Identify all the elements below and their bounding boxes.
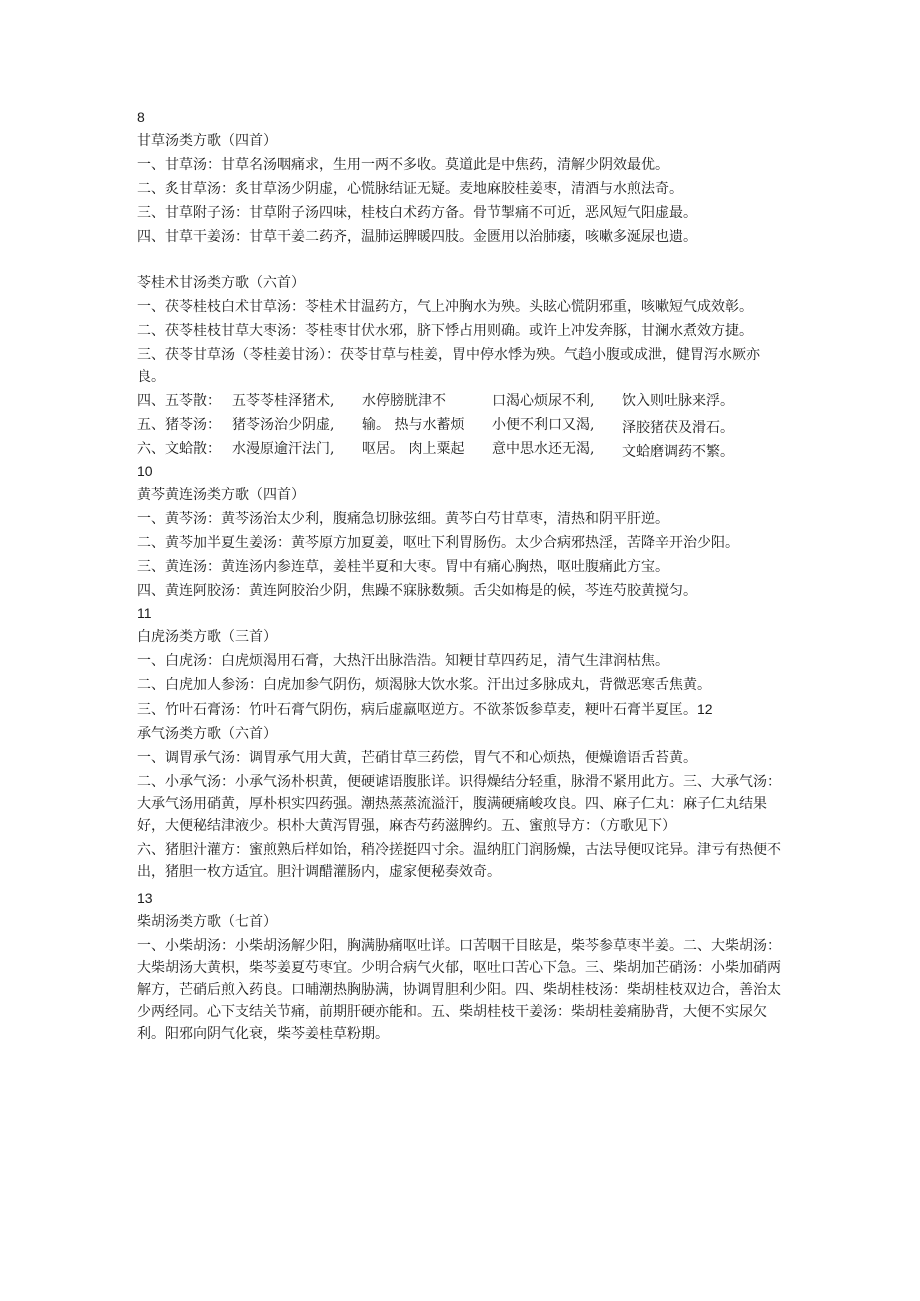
verse-paragraph: 六、猪胆汁灌方：蜜煎熟后样如饴，稍冷搓挺四寸余。温纳肛门润肠燥，古法导便叹诧异。津亏有热便不出，猪胆一枚方适宜。胆汁调醋灌肠内，虚家便秘奏效奇。 bbox=[137, 842, 781, 880]
table-cell: 水停膀胱津不 bbox=[362, 393, 446, 409]
verse-line: 二、白虎加人参汤：白虎加参气阴伤，烦渴脉大饮水浆。汗出过多脉成丸，背微恶寒舌焦黄。 bbox=[137, 677, 711, 693]
table-cell: 输。 热与水蓄烦 bbox=[362, 417, 465, 433]
table-cell: 意中思水还无渴, bbox=[492, 441, 595, 457]
verse-line: 二、炙甘草汤：炙甘草汤少阴虚，心慌脉结证无疑。麦地麻胶桂姜枣，清酒与水煎法奇。 bbox=[137, 181, 683, 197]
section-number-8: 8 bbox=[137, 109, 145, 125]
table-cell: 饮入则吐脉来浮。 bbox=[622, 393, 734, 409]
table-cell: 泽胶猪茯及滑石。 bbox=[622, 420, 734, 436]
verse-line: 二、黄芩加半夏生姜汤：黄芩原方加夏姜，呕吐下利胃肠伤。太少合病邪热淫，苦降辛开治少阳。 bbox=[137, 535, 739, 551]
section-title-gancao: 甘草汤类方歌（四首） bbox=[137, 133, 277, 149]
verse-text: 三、竹叶石膏汤：竹叶石膏气阴伤，病后虚羸呕逆方。不欲茶饭参草麦，粳叶石膏半夏匡。 bbox=[137, 702, 697, 718]
table-cell: 小便不利口又渴, bbox=[492, 417, 595, 433]
table-cell: 六、文蛤散： bbox=[137, 441, 221, 457]
table-cell: 五苓苓桂泽猪术, bbox=[232, 393, 335, 409]
table-cell: 呕居。 肉上粟起 bbox=[362, 441, 465, 457]
table-cell: 四、五苓散： bbox=[137, 393, 221, 409]
verse-line: 一、茯苓桂枝白术甘草汤：苓桂术甘温药方，气上冲胸水为殃。头眩心慌阴邪重，咳嗽短气成效彰。 bbox=[137, 299, 753, 315]
table-row bbox=[137, 390, 787, 412]
section-title-baihu: 白虎汤类方歌（三首） bbox=[137, 629, 277, 645]
section-number-13: 13 bbox=[137, 890, 153, 906]
table-row bbox=[137, 414, 787, 436]
section-number-10: 10 bbox=[137, 463, 153, 479]
blank-line bbox=[137, 248, 787, 270]
table-cell: 水漫原逾汗法门, bbox=[232, 441, 335, 457]
verse-line: 二、茯苓桂枝甘草大枣汤：苓桂枣甘伏水邪，脐下悸占用则确。或许上冲发奔豚，甘澜水煮效方捷。 bbox=[137, 323, 753, 339]
section-title-lingguizhugan: 苓桂术甘汤类方歌（六首） bbox=[137, 275, 305, 291]
table-cell: 口渴心烦尿不利, bbox=[492, 393, 595, 409]
section-title-chengqi: 承气汤类方歌（六首） bbox=[137, 726, 277, 742]
verse-line: 三、黄连汤：黄连汤内参连草，姜桂半夏和大枣。胃中有痛心胸热，呕吐腹痛此方宝。 bbox=[137, 559, 669, 575]
verse-paragraph: 二、小承气汤：小承气汤朴枳黄，便硬谑语腹胀详。识得燥结分轻重，脉滑不紧用此方。三、大承气汤：大承气汤用硝黄，厚朴枳实四药强。潮热蒸蒸流溢汗，腹满硬痛峻攻良。四、麻子仁丸：麻子仁丸结果好，大便秘结津液少。枳朴大黄泻胃强，麻杏芍药滋脾约。五、蜜煎导方：（方歌见下） bbox=[137, 774, 781, 834]
verse-line: 一、白虎汤：白虎烦渴用石膏，大热汗出脉浩浩。知粳甘草四药足，清气生津润枯焦。 bbox=[137, 653, 669, 669]
verse-line: 一、调胃承气汤：调胃承气用大黄，芒硝甘草三药偿，胃气不和心烦热，便燥谵语舌苔黄。 bbox=[137, 750, 697, 766]
section-title-huangqin: 黄芩黄连汤类方歌（四首） bbox=[137, 487, 305, 503]
section-number-12: 12 bbox=[697, 701, 713, 717]
table-cell: 文蛤磨调药不繁。 bbox=[622, 444, 734, 460]
verse-line: 三、甘草附子汤：甘草附子汤四味，桂枝白术药方备。骨节掣痛不可近，恶风短气阳虚最。 bbox=[137, 205, 697, 221]
verse-line: 一、黄芩汤：黄芩汤治太少利，腹痛急切脉弦细。黄芩白芍甘草枣，清热和阴平肝逆。 bbox=[137, 511, 669, 527]
verse-line: 三、茯苓甘草汤（苓桂姜甘汤）：茯苓甘草与桂姜，胃中停水悸为殃。气趋小腹或成泄，健胃泻水厥亦良。 bbox=[137, 347, 760, 385]
table-cell: 猪苓汤治少阴虚, bbox=[232, 417, 335, 433]
section-title-chaihu: 柴胡汤类方歌（七首） bbox=[137, 914, 277, 930]
verse-line: 四、黄连阿胶汤：黄连阿胶治少阴，焦躁不寐脉数频。舌尖如梅是的候，芩连芍胶黄搅匀。 bbox=[137, 583, 697, 599]
section-number-11: 11 bbox=[137, 605, 152, 621]
table-cell: 五、猪苓汤： bbox=[137, 417, 221, 433]
verse-line bbox=[137, 698, 787, 721]
verse-line: 一、甘草汤：甘草名汤咽痛求，生用一两不多收。莫道此是中焦药，清解少阴效最优。 bbox=[137, 157, 669, 173]
verse-line: 四、甘草干姜汤：甘草干姜二药齐，温肺运脾暖四肢。金匮用以治肺痿，咳嗽多涎尿也遗。 bbox=[137, 229, 697, 245]
document-page bbox=[137, 106, 787, 1045]
table-row bbox=[137, 438, 787, 460]
verse-paragraph: 一、小柴胡汤：小柴胡汤解少阳，胸满胁痛呕吐详。口苦咽干目眩是，柴芩参草枣半姜。二、大柴胡汤：大柴胡汤大黄枳，柴芩姜夏芍枣宜。少明合病气火郁，呕吐口苦心下急。三、柴胡加芒硝汤：小柴加硝两解方，芒硝后煎入药良。口晡潮热胸胁满，协调胃胆利少阳。四、柴胡桂枝汤：柴胡桂枝双边合，善治太少两经同。心下支结关节痛，前期肝硬亦能和。五、柴胡桂枝干姜汤：柴胡桂姜痛胁背，大便不实尿欠利。阳邪向阴气化衰，柴芩姜桂草粉期。 bbox=[137, 938, 781, 1042]
